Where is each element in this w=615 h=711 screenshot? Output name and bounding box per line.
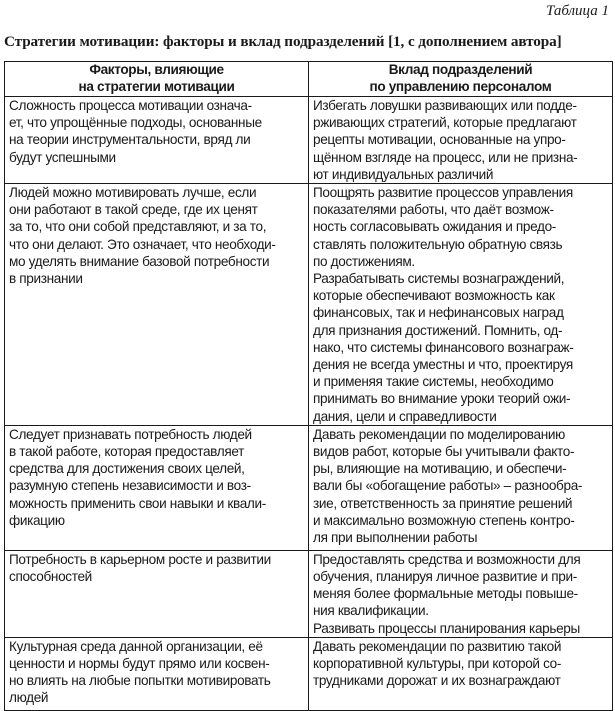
text-line: ность согласовывать ожидания и предо- (313, 219, 556, 235)
text-line: зие, ответственность за принятие решений (313, 495, 573, 511)
contribution-cell (309, 637, 613, 710)
text-line: но влиять на любые попытки мотивировать (9, 673, 271, 689)
header-line: Вклад подразделений (388, 62, 533, 77)
table-row (5, 425, 613, 550)
header-line: по управлению персоналом (369, 78, 552, 94)
text-line: Разрабатывать системы вознаграждений, (313, 271, 565, 287)
contribution-cell (309, 184, 613, 426)
text-line: они работают в такой среде, где их ценят (9, 202, 258, 218)
text-line: нако, что системы финансового вознаграж- (313, 339, 574, 355)
text-line: мо уделять внимание базовой потребности (9, 253, 270, 269)
text-line: рецепты мотивации, основанные на упро- (313, 132, 566, 148)
text-line: способностей (9, 569, 92, 585)
factor-cell (5, 425, 309, 550)
text-line: в признании (9, 271, 83, 287)
factor-cell (5, 637, 309, 710)
factor-cell (5, 550, 309, 637)
text-line: Поощрять развитие процессов управления (313, 185, 573, 201)
text-line: вали бы «обогащение работы» – разнообра- (313, 478, 583, 494)
text-line: будут успешными (9, 149, 116, 165)
table-header-row (5, 62, 613, 97)
text-line: Сложность процесса мотивации означа- (9, 98, 252, 113)
text-line: Потребность в карьерном росте и развитии (9, 551, 271, 567)
text-line: можность применить свои навыки и квали- (9, 495, 266, 511)
text-line: щённом взгляде на процесс, или не призна- (313, 149, 578, 165)
text-line: корпоративной культуры, при которой со- (313, 656, 562, 672)
text-line: на теории инструментальности, вряд ли (9, 132, 251, 148)
text-line: Давать рекомендации по развитию такой (313, 638, 562, 654)
contribution-cell (309, 97, 613, 184)
text-line: людей (9, 690, 49, 706)
text-line: меняя более формальные методы повыше- (313, 586, 578, 602)
text-line: ет, что упрощённые подходы, основанные (9, 115, 262, 131)
contribution-cell (309, 425, 613, 550)
text-line: рживающих стратегий, которые предлагают (313, 115, 577, 131)
text-line: ставлять положительную обратную связь (313, 236, 563, 252)
text-line: Избегать ловушки развивающих или подде- (313, 98, 577, 113)
text-line: Предоставлять средства и возможности для (313, 551, 581, 567)
text-line: ценности и нормы будут прямо или косвен- (9, 656, 270, 672)
text-line: дения не всегда уместны и что, проектируя (313, 357, 573, 373)
table-number-label: Таблица 1 (546, 3, 609, 19)
text-line: ют индивидуальных различий (313, 166, 494, 182)
text-line: которые обеспечивают возможность как (313, 288, 555, 304)
motivation-strategies-table (4, 61, 613, 711)
text-line: и применяя такие системы, необходимо (313, 374, 554, 390)
text-line: Давать рекомендации по моделированию (313, 426, 565, 442)
table-caption: Стратегии мотивации: факторы и вклад подразделений [1, с дополнением автора] (4, 33, 562, 50)
text-line: и максимально возможную степень контро- (313, 512, 575, 528)
text-line: ля при выполнении работы (313, 530, 478, 546)
header-line: Факторы, влияющие (89, 62, 224, 77)
table-row (5, 637, 613, 710)
text-line: ния квалификации. (313, 603, 429, 619)
text-line: дания, цели и справедливости (313, 408, 497, 424)
text-line: фикацию (9, 512, 65, 528)
table-row (5, 550, 613, 637)
text-line: обучения, планируя личное развитие и при- (313, 569, 577, 585)
text-line: Следует признавать потребность людей (9, 426, 252, 442)
text-line: для признания достижений. Помнить, од- (313, 322, 563, 338)
table-row (5, 97, 613, 184)
header-line: на стратегии мотивации (78, 78, 235, 94)
table-row (5, 184, 613, 426)
text-line: средства для достижения своих целей, (9, 461, 245, 477)
contribution-cell (309, 550, 613, 637)
text-line: в такой работе, которая предоставляет (9, 444, 244, 460)
text-line: финансовых, так и нефинансовых наград (313, 305, 564, 321)
text-line: ры, влияющие на мотивацию, и обеспечи- (313, 461, 567, 477)
text-line: Людей можно мотивировать лучше, если (9, 185, 257, 201)
text-line: видов работ, которые бы учитывали факто- (313, 444, 575, 460)
factor-cell (5, 184, 309, 426)
text-line: принимать во внимание уроки теорий ожи- (313, 391, 571, 407)
header-contribution (309, 62, 613, 97)
text-line: за то, что они собой представляют, и за то, (9, 219, 267, 235)
text-line: трудниками дорожат и их вознаграждают (313, 673, 561, 689)
text-line: что они делают. Это означает, что необходи- (9, 236, 276, 252)
factor-cell (5, 97, 309, 184)
text-line: Культурная среда данной организации, её (9, 638, 263, 654)
text-line: разумную степень независимости и воз- (9, 478, 251, 494)
text-line: показателями работы, что даёт возмож- (313, 202, 554, 218)
header-factors (5, 62, 309, 97)
text-line: по достижениям. (313, 253, 415, 269)
text-line: Развивать процессы планирования карьеры (313, 620, 580, 636)
